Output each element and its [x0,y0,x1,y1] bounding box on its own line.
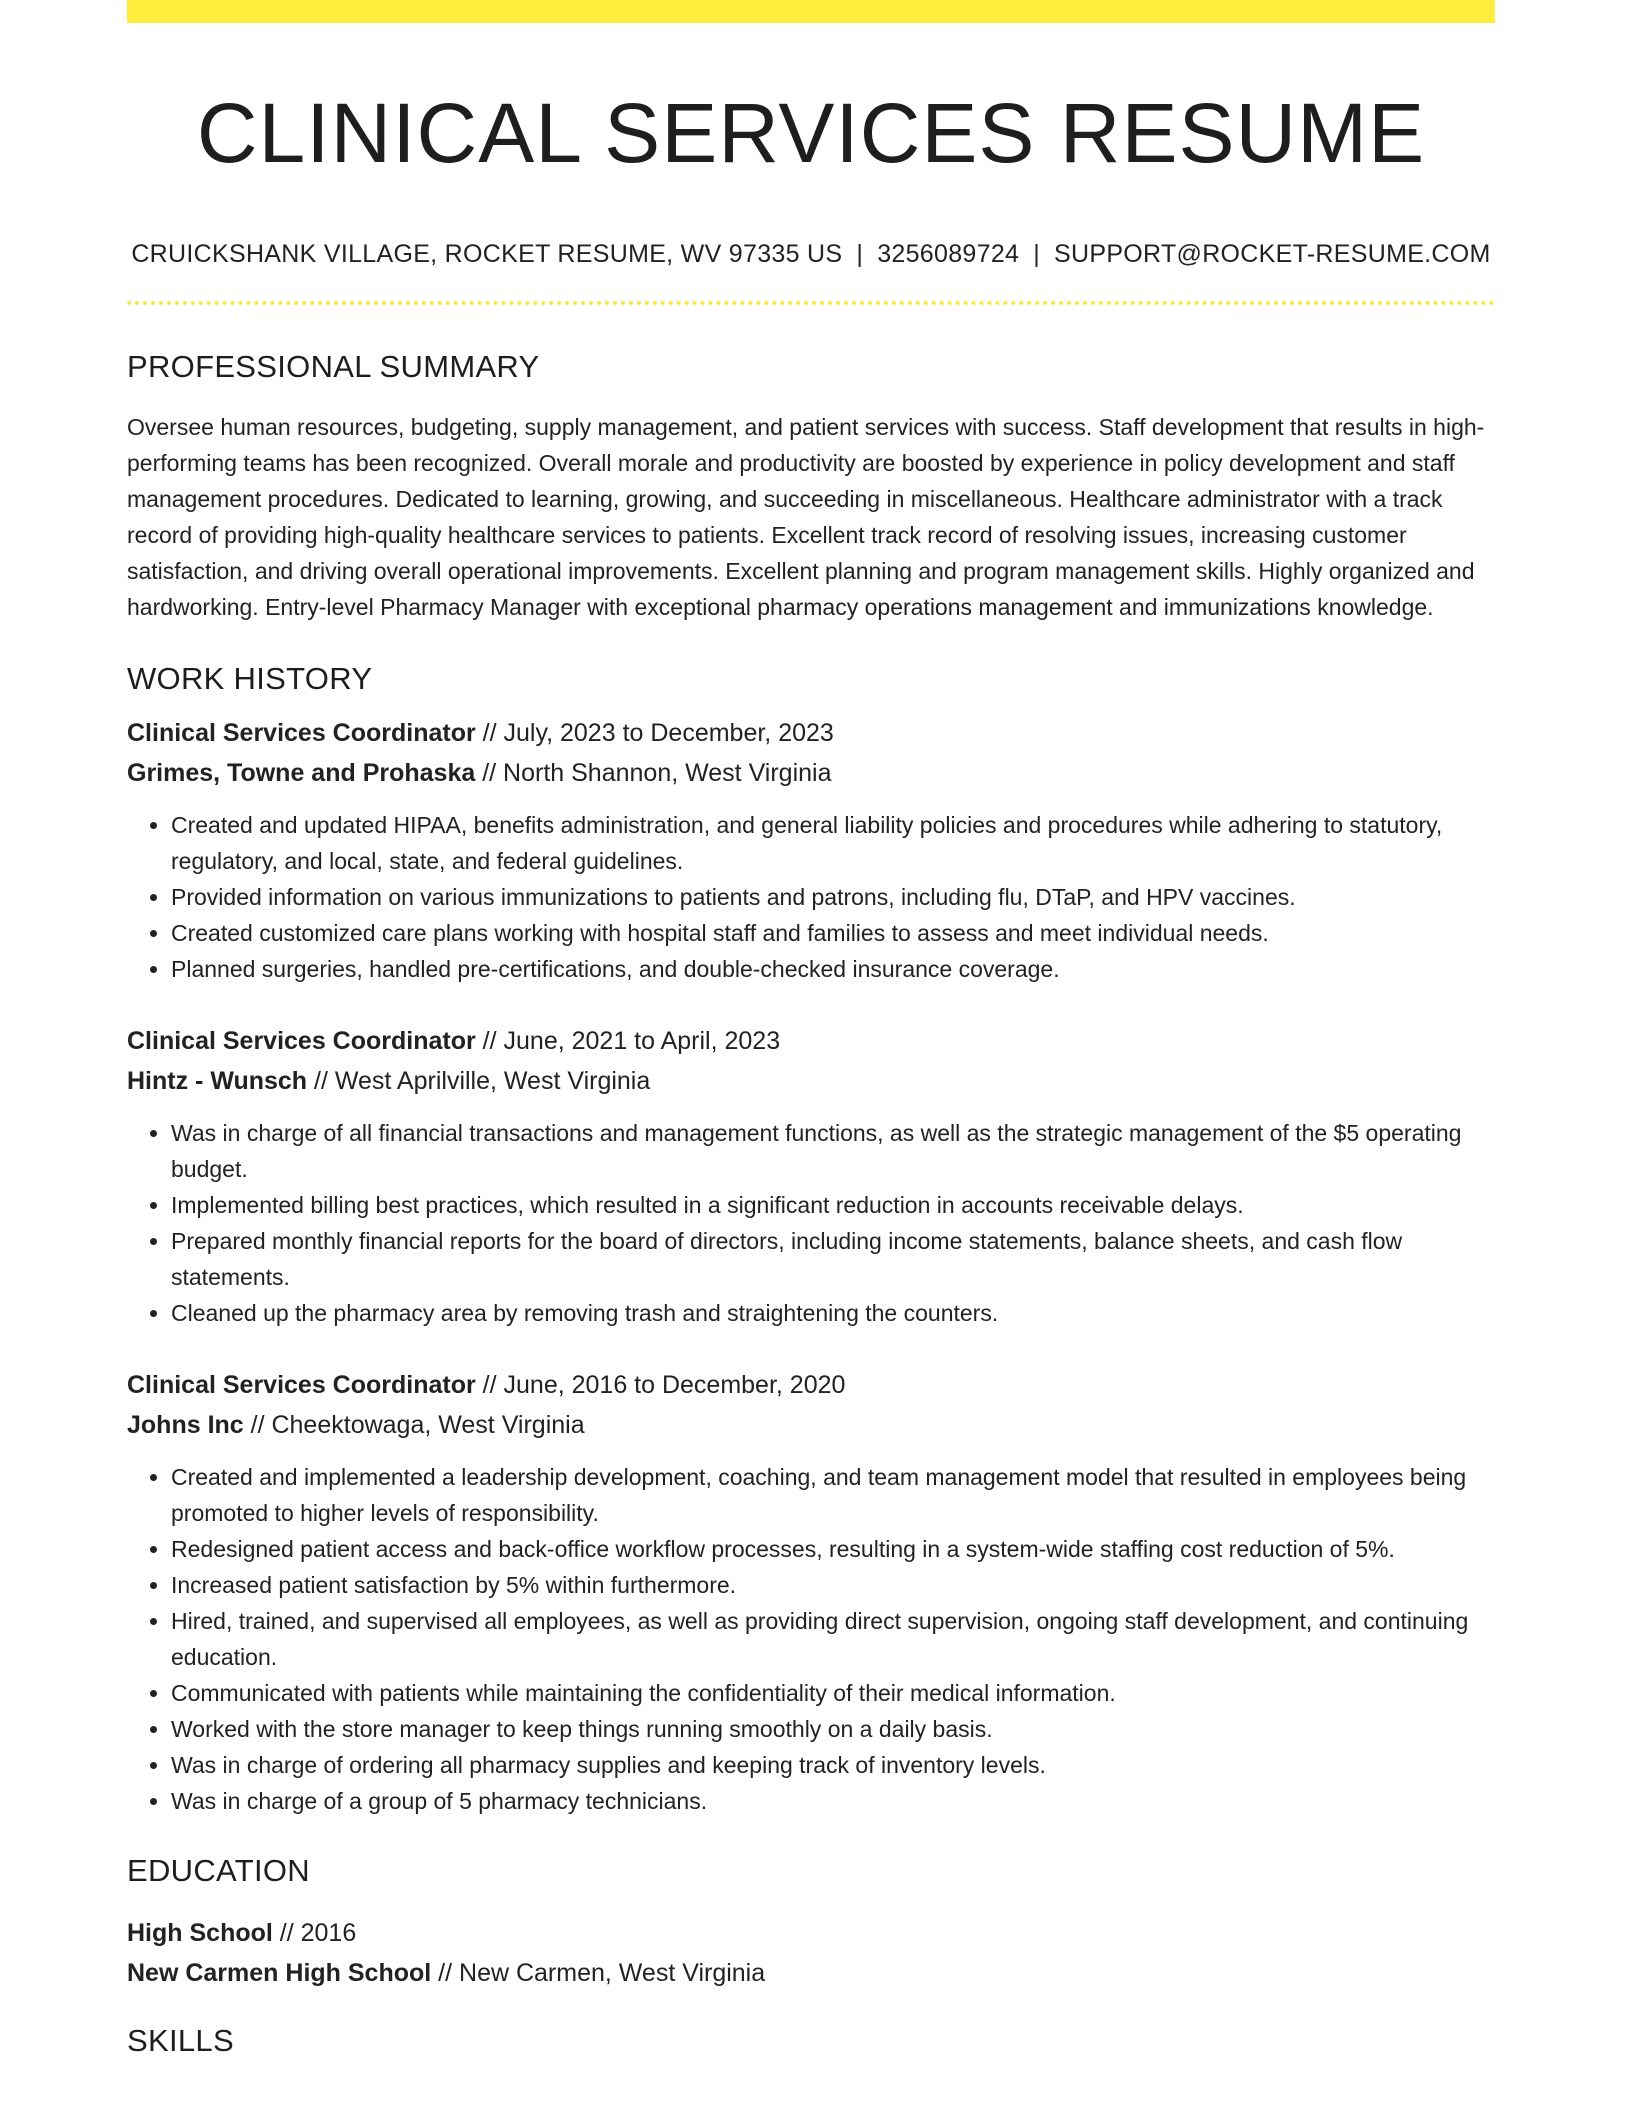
job-title: Clinical Services Coordinator [127,1027,476,1055]
list-item: • Communicated with patients while maintaining the confidentiality of their medical information. [171,1675,1495,1711]
resume-page [127,0,1495,2059]
job-company-line [127,753,1495,793]
list-item: • Implemented billing best practices, which resulted in a significant reduction in accounts receivable delays. [171,1187,1495,1223]
job-bullets [127,1459,1495,1819]
list-item: • Created customized care plans working with hospital staff and families to assess and meet individual needs. [171,915,1495,951]
contact-line [127,240,1495,269]
job-title-line [127,1021,1495,1061]
job-location: // North Shannon, West Virginia [482,759,832,787]
education-school-line [127,1953,1495,1993]
education-school: New Carmen High School [127,1959,432,1987]
job-location: // Cheektowaga, West Virginia [250,1411,585,1439]
list-item: • Was in charge of ordering all pharmacy supplies and keeping track of inventory levels. [171,1747,1495,1783]
education-entry [127,1913,1495,1993]
list-item: • Redesigned patient access and back-office workflow processes, resulting in a system-wide staffing cost reduction of 5%. [171,1531,1495,1567]
education-degree: High School [127,1919,273,1947]
summary-text: Oversee human resources, budgeting, supply management, and patient services with success. Staff development that results in high-performing teams has been recognized. Overall morale and productivity are boosted by experience in policy development and staff management procedures. Dedicated to learning, growing, and succeeding in miscellaneous. Healthcare administrator with a track record of providing high-quality healthcare services to patients. Excellent track record of resolving issues, increasing customer satisfaction, and driving overall operational improvements. Excellent planning and program management skills. Highly organized and hardworking. Entry-level Pharmacy Manager with exceptional pharmacy operations management and immunizations knowledge. [127,414,1485,620]
section-heading-work: WORK HISTORY [127,661,373,696]
list-item: • Created and implemented a leadership development, coaching, and team management model that resulted in employees being promoted to higher levels of responsibility. [171,1459,1495,1531]
job-dates: // June, 2021 to April, 2023 [482,1027,781,1055]
job-dates: // July, 2023 to December, 2023 [482,719,834,747]
section-heading-education: EDUCATION [127,1853,310,1888]
job-bullets [127,1115,1495,1331]
job-title-line [127,713,1495,753]
list-item: • Planned surgeries, handled pre-certifications, and double-checked insurance coverage. [171,951,1495,987]
job-company: Hintz - Wunsch [127,1067,308,1095]
list-item: • Cleaned up the pharmacy area by removing trash and straightening the counters. [171,1295,1495,1331]
job-title-line [127,1365,1495,1405]
list-item: • Was in charge of a group of 5 pharmacy technicians. [171,1783,1495,1819]
education-year: // 2016 [279,1919,357,1947]
job-entry [127,713,1495,987]
section-heading-summary: PROFESSIONAL SUMMARY [127,349,540,384]
list-item: • Increased patient satisfaction by 5% within furthermore. [171,1567,1495,1603]
contact-email: SUPPORT@ROCKET-RESUME.COM [1054,240,1491,268]
contact-phone: 3256089724 [877,240,1020,268]
contact-separator: | [856,240,864,268]
resume-title: CLINICAL SERVICES RESUME [196,86,1426,180]
job-company: Johns Inc [127,1411,244,1439]
job-location: // West Aprilville, West Virginia [314,1067,651,1095]
list-item: • Worked with the store manager to keep things running smoothly on a daily basis. [171,1711,1495,1747]
contact-separator: | [1033,240,1041,268]
job-dates: // June, 2016 to December, 2020 [482,1371,846,1399]
job-title: Clinical Services Coordinator [127,1371,476,1399]
job-title: Clinical Services Coordinator [127,719,476,747]
list-item: • Hired, trained, and supervised all employees, as well as providing direct supervision, ongoing staff development, and continuing education. [171,1603,1495,1675]
job-company: Grimes, Towne and Prohaska [127,759,476,787]
list-item: • Created and updated HIPAA, benefits administration, and general liability policies and procedures while adhering to statutory, regulatory, and local, state, and federal guidelines. [171,807,1495,879]
section-heading-skills: SKILLS [127,2023,234,2058]
job-company-line [127,1405,1495,1445]
job-entry [127,1021,1495,1331]
list-item: • Prepared monthly financial reports for the board of directors, including income statements, balance sheets, and cash flow statements. [171,1223,1495,1295]
list-item: • Provided information on various immunizations to patients and patrons, including flu, DTaP, and HPV vaccines. [171,879,1495,915]
contact-address: CRUICKSHANK VILLAGE, ROCKET RESUME, WV 97335 US [131,240,843,268]
job-bullets [127,807,1495,987]
list-item: • Was in charge of all financial transactions and management functions, as well as the strategic management of the $5 operating budget. [171,1115,1495,1187]
education-location: // New Carmen, West Virginia [438,1959,766,1987]
job-company-line [127,1061,1495,1101]
job-entry [127,1365,1495,1819]
education-degree-line [127,1913,1495,1953]
dotted-divider [127,301,1495,305]
